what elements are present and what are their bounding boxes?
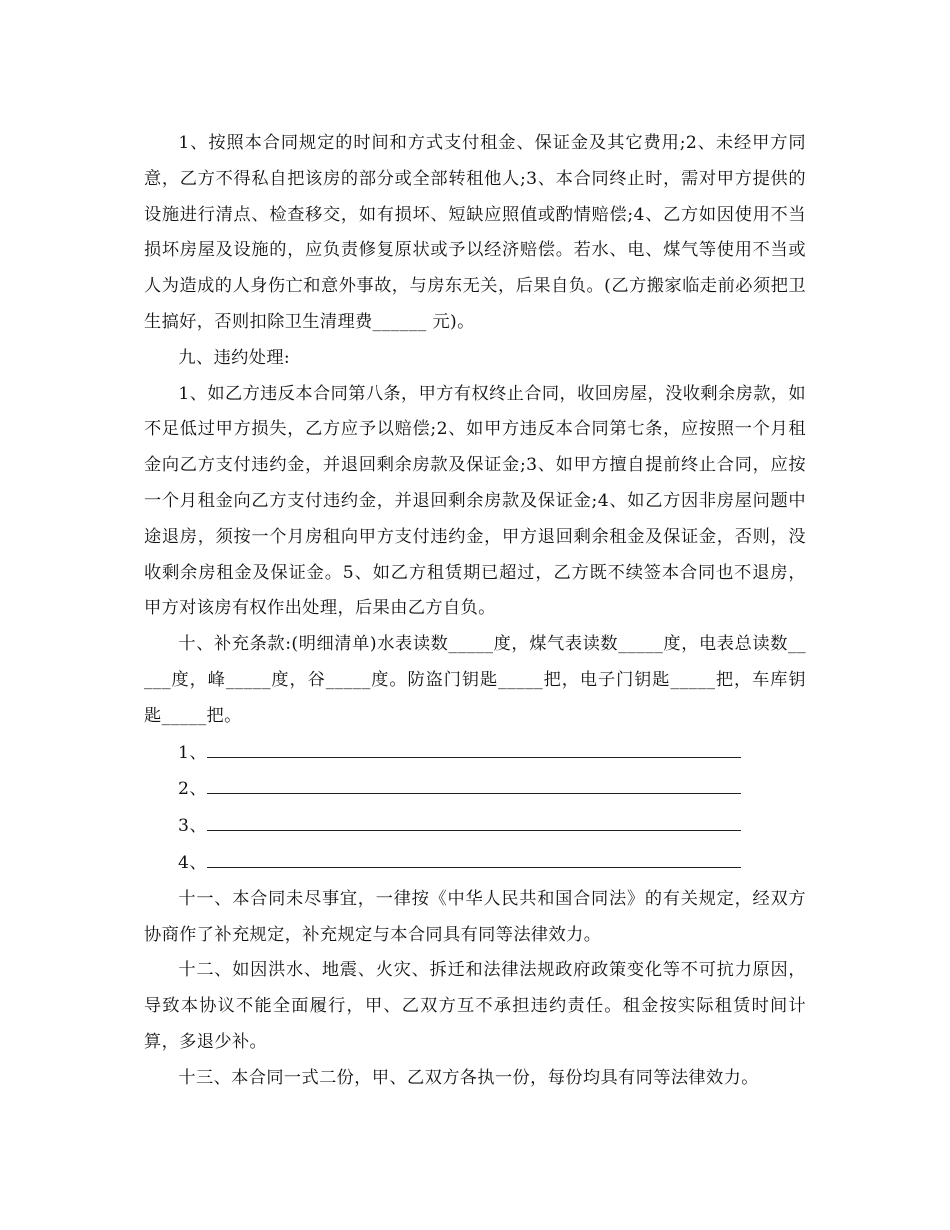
clause-obligations-paragraph: 1、按照本合同规定的时间和方式支付租金、保证金及其它费用;2、未经甲方同意，乙方不得私自把该房的部分或全部转租他人;3、本合同终止时，需对甲方提供的设施进行清点、检查移交，如有损坏、短缺应照值或酌情赔偿;4、乙方如因使用不当损坏房屋及设施的，应负责修复原状或予以经济赔偿。若水、电、煤气等使用不当或人为造成的人身伤亡和意外事故，与房东无关，后果自负。(乙方搬家临走前必须把卫生搞好，否则扣除卫生清理费______ 元)。 [144,133,806,332]
blank-underline [207,845,741,868]
blank-underline [207,808,741,831]
blank-underline [207,771,741,794]
section-eleven-paragraph: 十一、本合同未尽事宜，一律按《中华人民共和国合同法》的有关规定，经双方协商作了补充规定，补充规定与本合同具有同等法律效力。 [144,888,806,945]
section-ten-supplementary-paragraph: 十、补充条款:(明细清单)水表读数_____度，煤气表读数_____度，电表总读数_____度，峰_____度，谷_____度。防盗门钥匙_____把，电子门钥匙_____把，车库钥匙_____把。 [144,634,806,726]
clause-breach-paragraph: 1、如乙方违反本合同第八条，甲方有权终止合同，收回房屋，没收剩余房款，如不足低过甲方损失，乙方应予以赔偿;2、如甲方违反本合同第七条，应按照一个月租金向乙方支付违约金，并退回剩余房款及保证金;3、如甲方擅自提前终止合同，应按一个月租金向乙方支付违约金，并退回剩余房款及保证金;4、如乙方因非房屋问题中途退房，须按一个月房租向甲方支付违约金，甲方退回剩余租金及保证金，否则，没收剩余房租金及保证金。5、如乙方租赁期已超过，乙方既不续签本合同也不退房，甲方对该房有权作出处理，后果由乙方自负。 [144,383,806,619]
section-thirteen-paragraph: 十三、本合同一式二份，甲、乙双方各执一份，每份均具有同等法律效力。 [178,1067,759,1088]
document-body [144,126,806,1097]
blank-item-number: 2、 [178,779,207,800]
blank-item-4 [144,845,806,882]
section-twelve-paragraph: 十二、如因洪水、地震、火灾、拆迁和法律法规政府政策变化等不可抗力原因，导致本协议不能全面履行，甲、乙双方互不承担违约责任。租金按实际租赁时间计算，多退少补。 [144,960,806,1052]
blank-item-2 [144,771,806,808]
blank-item-number: 1、 [178,742,207,763]
blank-item-1 [144,735,806,772]
section-nine-heading: 九、违约处理: [178,347,291,368]
blank-item-number: 3、 [178,816,207,837]
blank-item-number: 4、 [178,852,207,873]
blank-underline [207,735,741,758]
blank-item-3 [144,808,806,845]
